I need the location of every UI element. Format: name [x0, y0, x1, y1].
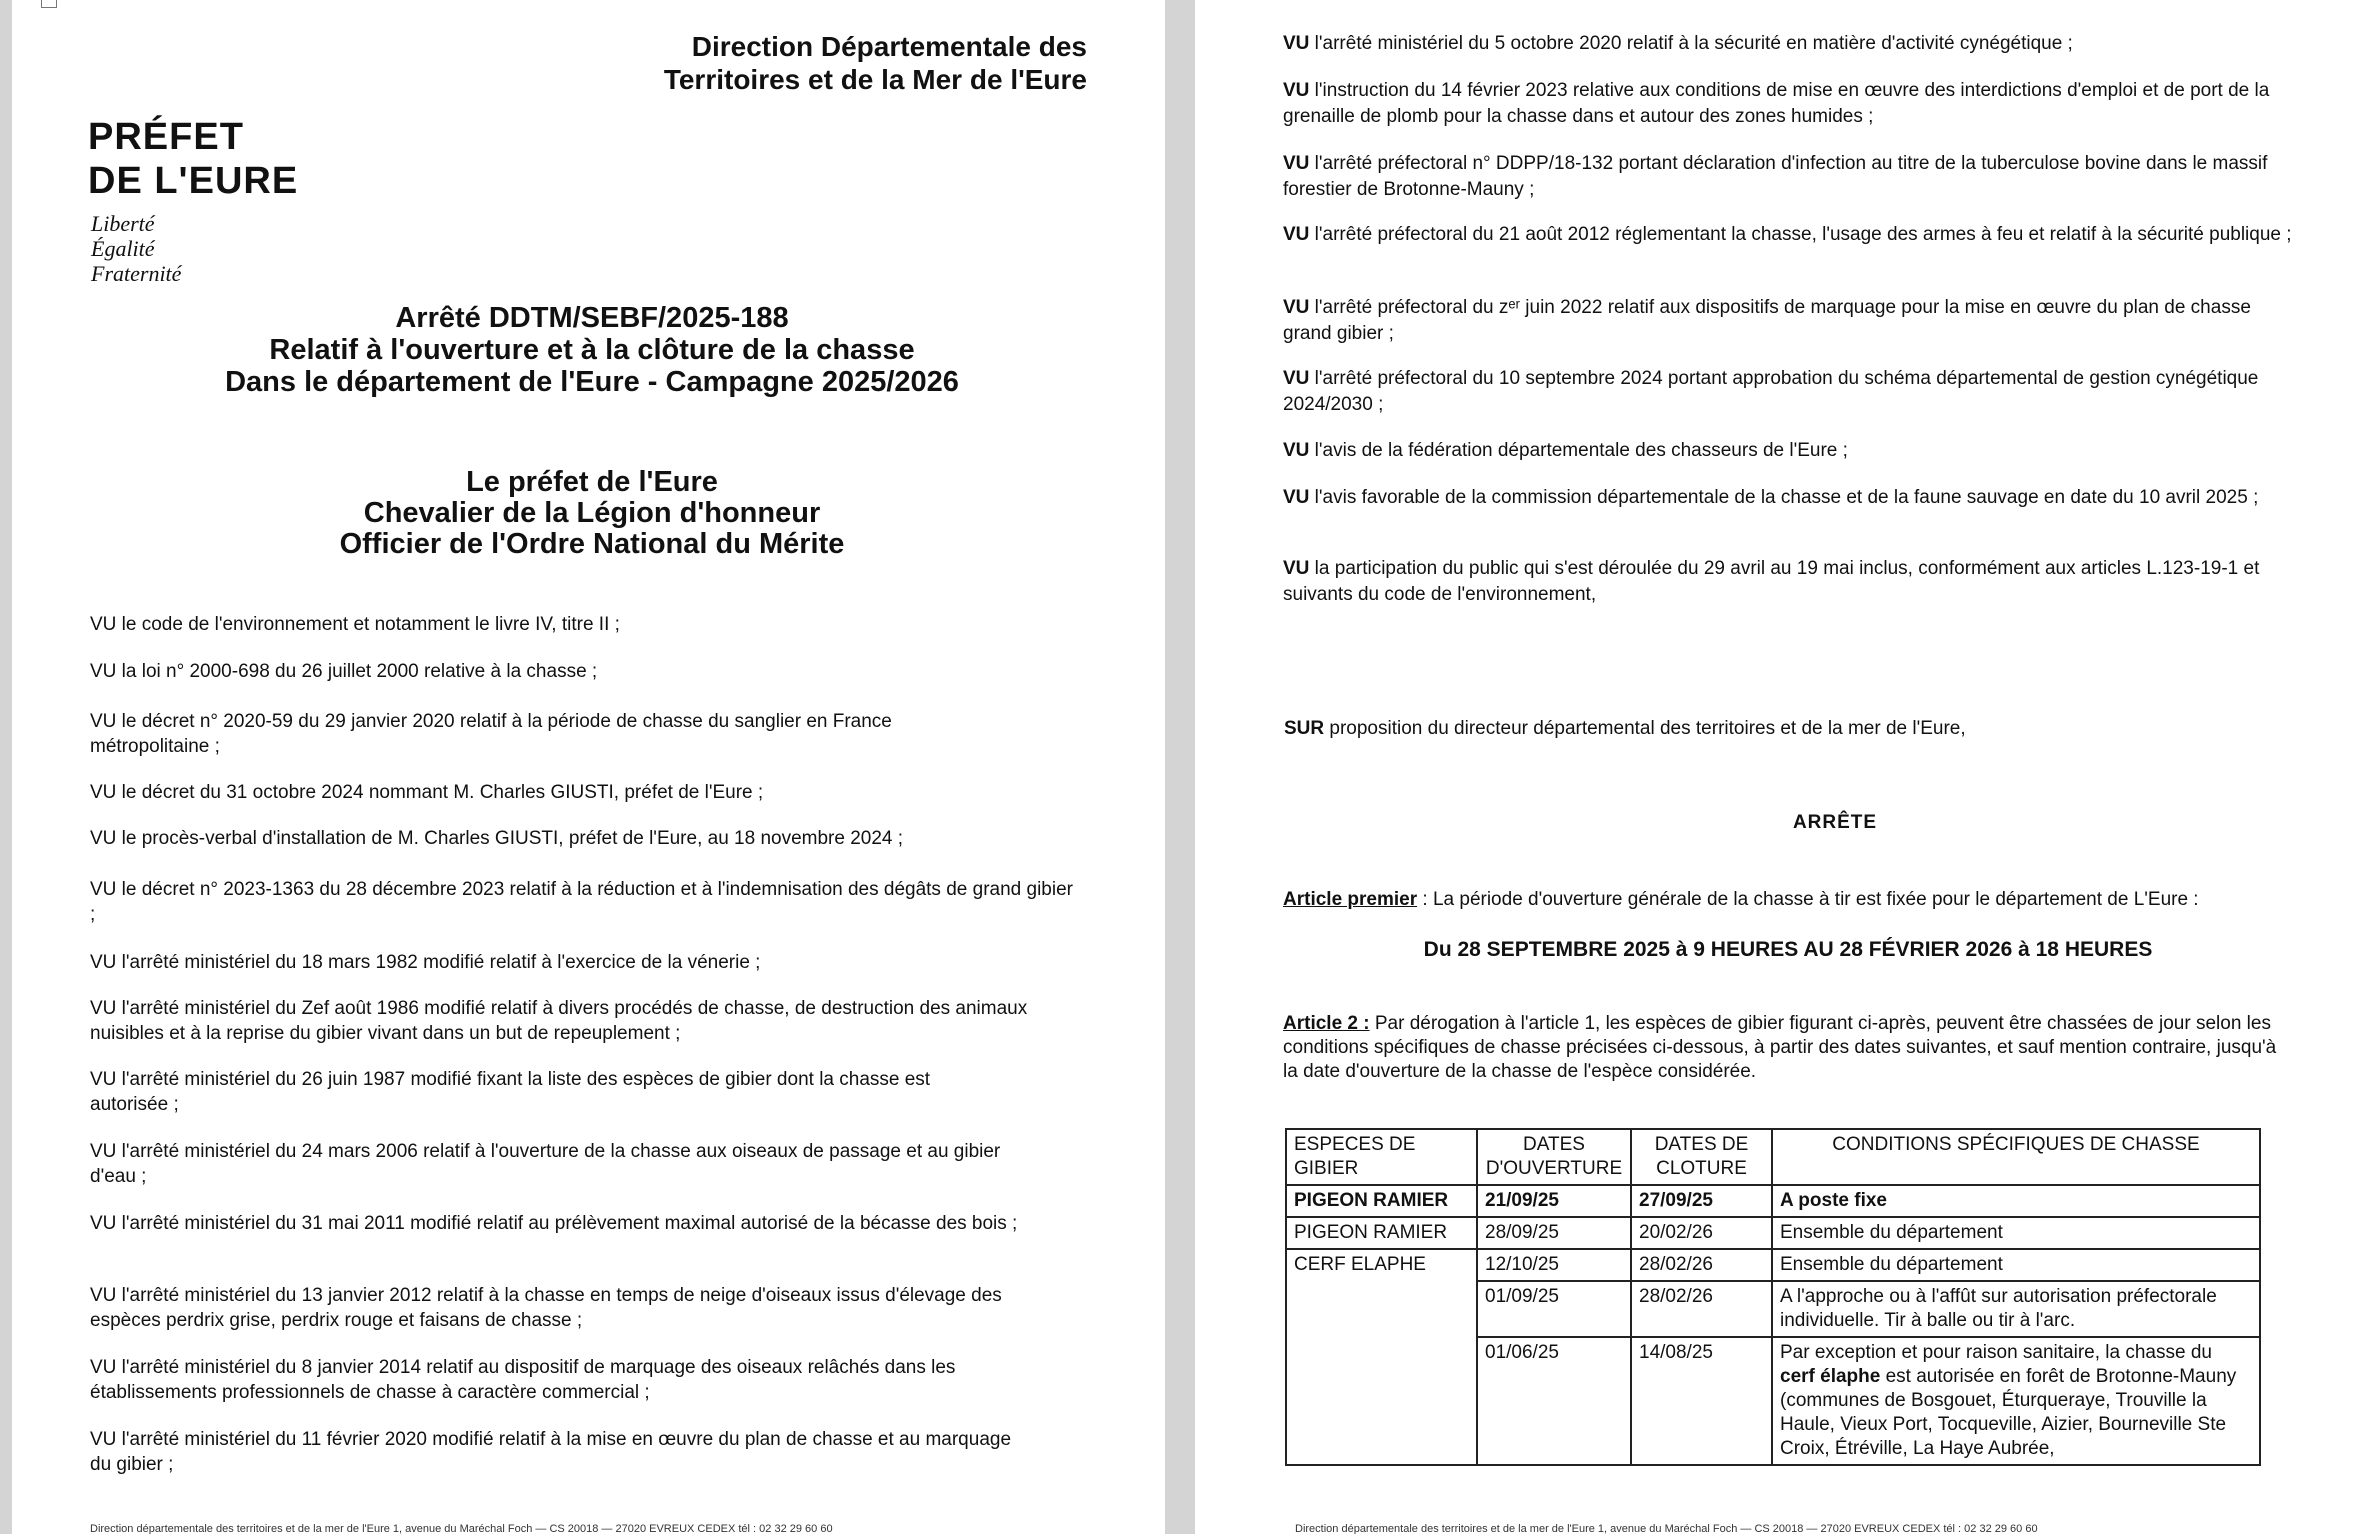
sur-label: SUR: [1284, 718, 1325, 739]
cell-conditions: A l'approche ou à l'affût sur autorisation préfectorale individuelle. Tir à balle ou tir à l'arc.: [1772, 1281, 2260, 1337]
cell-conditions: Ensemble du département: [1772, 1217, 2260, 1249]
vu-text: l'arrêté préfectoral du zᵉʳ juin 2022 relatif aux dispositifs de marquage pour la mise en œuvre du plan de chasse grand gibier ;: [1283, 297, 2251, 344]
decree-title: [132, 302, 1052, 398]
table-header-row: [1286, 1129, 2260, 1185]
vu-item: [1283, 366, 2293, 417]
decree-number: Arrêté DDTM/SEBF/2025-188: [395, 302, 789, 334]
vu-label: VU: [1283, 224, 1310, 245]
cell-open: 28/09/25: [1477, 1217, 1631, 1249]
vu-item: VU le décret du 31 octobre 2024 nommant M. Charles GIUSTI, préfet de l'Eure ;: [90, 782, 764, 803]
document-page-right: [1195, 0, 2362, 1534]
article-1-text: : La période d'ouverture générale de la chasse à tir est fixée pour le département de L'Eure :: [1417, 889, 2199, 910]
vu-item: [1283, 151, 2293, 202]
col-header-species: ESPECES DE GIBIER: [1286, 1129, 1477, 1185]
col-header-close: DATES DE CLOTURE: [1631, 1129, 1772, 1185]
vu-item: [1283, 295, 2293, 346]
page-footer: Direction départementale des territoires et de la mer de l'Eure 1, avenue du Maréchal Foch — CS 20018 — 27020 EVREUX CEDEX tél : 02 32 29 60 60: [1295, 1523, 2038, 1534]
cell-open: 21/09/25: [1477, 1185, 1631, 1217]
col-header-conditions: CONDITIONS SPÉCIFIQUES DE CHASSE: [1772, 1129, 2260, 1185]
vu-text: la participation du public qui s'est déroulée du 29 avril au 19 mai inclus, conformément aux articles L.123-19-1 et suivants du code de l'environnement,: [1283, 558, 2260, 605]
vu-text: l'arrêté préfectoral du 21 août 2012 réglementant la chasse, l'usage des armes à feu et relatif à la sécurité publique ;: [1309, 224, 2292, 245]
cell-conditions: Ensemble du département: [1772, 1249, 2260, 1281]
article-2-title: Article 2 :: [1283, 1013, 1370, 1034]
vu-item: VU l'arrêté ministériel du 24 mars 2006 relatif à l'ouverture de la chasse aux oiseaux de passage et au gibier d'eau ;: [90, 1141, 1001, 1187]
motto-fraternite: Fraternité: [91, 261, 182, 286]
table-row: [1286, 1217, 2260, 1249]
decree-subject: Relatif à l'ouverture et à la clôture de la chasse: [269, 334, 915, 366]
vu-item: [1283, 222, 2293, 248]
vu-label: VU: [1283, 368, 1310, 389]
cell-open: 12/10/25: [1477, 1249, 1631, 1281]
vu-item: VU l'arrêté ministériel du 18 mars 1982 modifié relatif à l'exercice de la vénerie ;: [90, 952, 761, 973]
prefet-logo-line1: PRÉFET: [88, 116, 244, 158]
cond-text-bold: cerf élaphe: [1780, 1366, 1881, 1387]
prefet-name: Le préfet de l'Eure: [466, 466, 718, 498]
vu-item: VU l'arrêté ministériel du 13 janvier 2012 relatif à la chasse en temps de neige d'oiseaux issus d'élevage des espèces perdrix grise, perdrix rouge et faisans de chasse ;: [90, 1285, 1002, 1331]
cond-text-pre: Par exception et pour raison sanitaire, la chasse du: [1780, 1342, 2212, 1363]
cell-open: 01/09/25: [1477, 1281, 1631, 1337]
prefet-logo: [88, 115, 298, 203]
prefet-honour-2: Officier de l'Ordre National du Mérite: [339, 528, 845, 560]
prefet-titles: [132, 467, 1052, 560]
vu-item: VU l'arrêté ministériel du 26 juin 1987 modifié fixant la liste des espèces de gibier dont la chasse est autorisée ;: [90, 1069, 931, 1115]
republic-motto: [91, 211, 181, 286]
vu-text: l'arrêté préfectoral n° DDPP/18-132 portant déclaration d'infection au titre de la tuberculose bovine dans le massif forestier de Brotonne-Mauny ;: [1283, 153, 2268, 200]
vu-item: VU le décret n° 2023-1363 du 28 décembre 2023 relatif à la réduction et à l'indemnisation des dégâts de grand gibier ;: [90, 879, 1073, 925]
vu-item: VU l'arrêté ministériel du Zef août 1986 modifié relatif à divers procédés de chasse, de destruction des animaux nuisibles et à la reprise du gibier vivant dans un but de repeuplement ;: [90, 998, 1028, 1044]
prefet-logo-line2: DE L'EURE: [88, 160, 299, 202]
org-header: [637, 30, 1087, 96]
document-page-left: [12, 0, 1165, 1534]
page-corner-marker: [41, 0, 57, 8]
decree-scope: Dans le département de l'Eure - Campagne 2025/2026: [225, 366, 959, 398]
sur-text: proposition du directeur départemental des territoires et de la mer de l'Eure,: [1324, 718, 1966, 739]
vu-item: [1283, 556, 2293, 607]
vu-text: l'arrêté ministériel du 5 octobre 2020 relatif à la sécurité en matière d'activité cynégétique ;: [1309, 33, 2073, 54]
cell-conditions: [1772, 1337, 2260, 1465]
vu-item: [1283, 438, 2293, 464]
vu-text: l'arrêté préfectoral du 10 septembre 2024 portant approbation du schéma départemental de gestion cynégétique 2024/2030 ;: [1283, 368, 2259, 415]
article-1-dates: Du 28 SEPTEMBRE 2025 à 9 HEURES AU 28 FÉVRIER 2026 à 18 HEURES: [1423, 938, 2153, 961]
vu-label: VU: [1283, 440, 1310, 461]
vu-item: [1283, 78, 2293, 129]
vu-item: VU l'arrêté ministériel du 8 janvier 2014 relatif au dispositif de marquage des oiseaux relâchés dans les établissements professionnels de chasse à caractère commercial ;: [90, 1357, 956, 1403]
vu-label: VU: [1283, 487, 1310, 508]
vu-item: VU l'arrêté ministériel du 31 mai 2011 modifié relatif au prélèvement maximal autorisé de la bécasse des bois ;: [90, 1213, 1018, 1234]
cell-species: CERF ELAPHE: [1286, 1249, 1477, 1465]
cell-close: 20/02/26: [1631, 1217, 1772, 1249]
cond-text-post: est autorisée en forêt de Brotonne-Mauny (communes de Bosgouet, Éturqueraye, Trouville la Haule, Vieux Port, Tocqueville, Aizier, Bourneville Ste Croix, Étréville, La Haye Aubrée,: [1780, 1366, 2237, 1459]
vu-item: VU le code de l'environnement et notamment le livre IV, titre II ;: [90, 614, 620, 635]
motto-egalite: Égalité: [91, 236, 155, 261]
org-header-text: Direction Départementale des Territoires et de la Mer de l'Eure: [663, 31, 1087, 95]
vu-label: VU: [1283, 558, 1310, 579]
article-1-title: Article premier: [1283, 889, 1418, 910]
cell-close: 27/09/25: [1631, 1185, 1772, 1217]
vu-item: VU le procès-verbal d'installation de M. Charles GIUSTI, préfet de l'Eure, au 18 novembre 2024 ;: [90, 828, 904, 849]
vu-text: l'avis de la fédération départementale des chasseurs de l'Eure ;: [1309, 440, 1848, 461]
cell-species: PIGEON RAMIER: [1286, 1185, 1477, 1217]
cell-close: 28/02/26: [1631, 1249, 1772, 1281]
vu-label: VU: [1283, 33, 1310, 54]
col-header-open: DATES D'OUVERTURE: [1477, 1129, 1631, 1185]
table-row: [1286, 1185, 2260, 1217]
cell-close: 28/02/26: [1631, 1281, 1772, 1337]
table-row: [1286, 1249, 2260, 1281]
vu-text: l'avis favorable de la commission départementale de la chasse et de la faune sauvage en date du 10 avril 2025 ;: [1309, 487, 2259, 508]
vu-item: [1283, 31, 2293, 57]
vu-item: VU le décret n° 2020-59 du 29 janvier 2020 relatif à la période de chasse du sanglier en France métropolitaine ;: [90, 711, 892, 757]
cell-conditions: A poste fixe: [1772, 1185, 2260, 1217]
species-table: [1285, 1128, 2261, 1466]
motto-liberte: Liberté: [91, 211, 155, 236]
vu-item: VU l'arrêté ministériel du 11 février 2020 modifié relatif à la mise en œuvre du plan de chasse et au marquage du gibier ;: [90, 1429, 1012, 1475]
vu-text: l'instruction du 14 février 2023 relative aux conditions de mise en œuvre des interdictions d'emploi et de port de la grenaille de plomb pour la chasse dans et autour des zones humides ;: [1283, 80, 2270, 127]
vu-label: VU: [1283, 80, 1310, 101]
vu-label: VU: [1283, 297, 1310, 318]
vu-item: [1283, 485, 2293, 511]
cell-close: 14/08/25: [1631, 1337, 1772, 1465]
article-2-text: Par dérogation à l'article 1, les espèces de gibier figurant ci-après, peuvent être chassées de jour selon les conditions spécifiques de chasse précisées ci-dessous, à partir des dates suivantes, et sauf mention contraire, jusqu'à la date d'ouverture de la chasse de l'espèce considérée.: [1283, 1013, 2277, 1082]
article-1: [1283, 888, 2293, 912]
article-2: [1283, 1012, 2293, 1084]
sur-proposition: [1284, 718, 1966, 740]
cell-open: 01/06/25: [1477, 1337, 1631, 1465]
prefet-honour-1: Chevalier de la Légion d'honneur: [363, 497, 821, 529]
cell-species: PIGEON RAMIER: [1286, 1217, 1477, 1249]
arrete-heading: ARRÊTE: [1792, 812, 1878, 833]
vu-item: VU la loi n° 2000-698 du 26 juillet 2000 relative à la chasse ;: [90, 661, 598, 682]
vu-label: VU: [1283, 153, 1310, 174]
page-footer: Direction départementale des territoires et de la mer de l'Eure 1, avenue du Maréchal Foch — CS 20018 — 27020 EVREUX CEDEX tél : 02 32 29 60 60: [90, 1523, 833, 1534]
